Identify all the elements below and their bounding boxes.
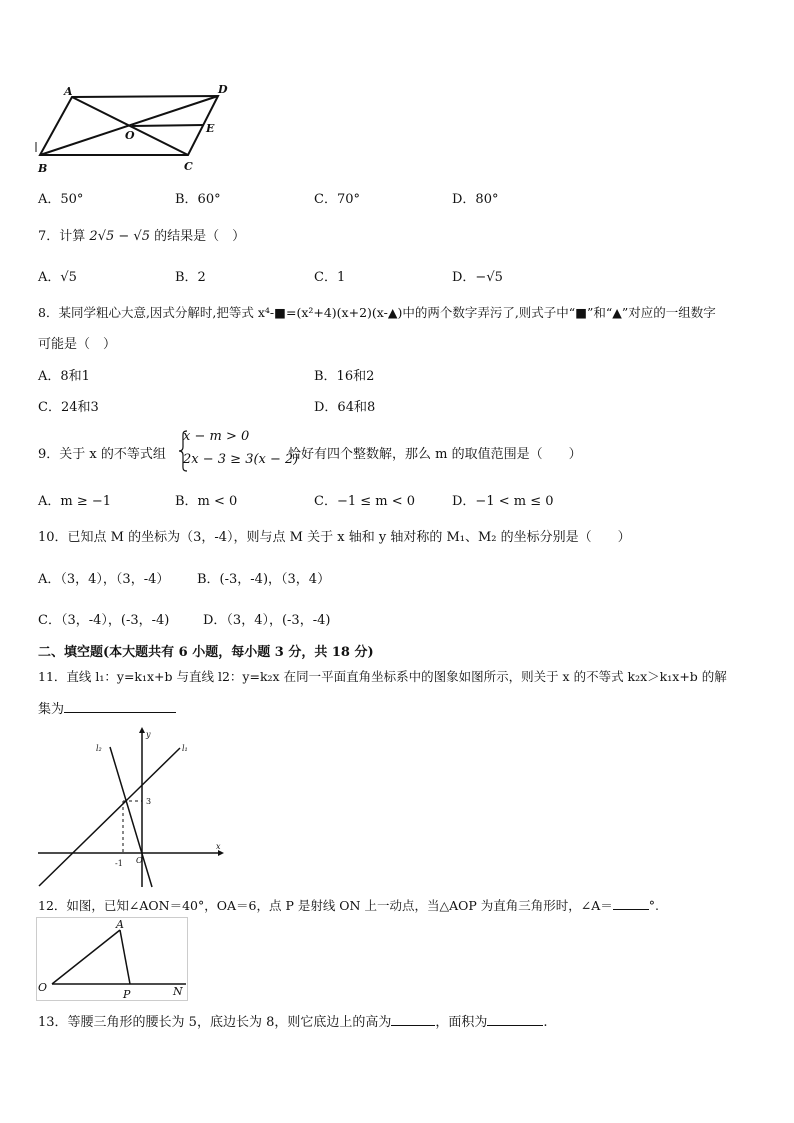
q9-inequality-2: 2x − 3 ≥ 3(x − 2) — [183, 452, 299, 467]
q8-option-a: A．8和1 — [38, 369, 90, 384]
q9-option-c: C．−1 ≤ m < 0 — [314, 494, 416, 509]
q12-answer-blank[interactable] — [613, 897, 649, 910]
label-a: A — [116, 918, 124, 931]
q9-option-a: A．m ≥ −1 — [38, 494, 112, 509]
q6-option-b: B．60° — [175, 192, 221, 207]
q8-stem-line1: 8．某同学粗心大意,因式分解时,把等式 x⁴-■=(x²+4)(x+2)(x-▲)中的两个数字弄污了,则式子中“■”和“▲”对应的一组数字 — [38, 305, 716, 320]
q7-stem — [38, 225, 245, 244]
label-x: x — [216, 842, 221, 851]
line-l1 — [39, 748, 180, 886]
q13-height-blank[interactable] — [391, 1013, 435, 1026]
q7-number: 7．计算 — [38, 229, 86, 244]
q8-option-b: B．16和2 — [314, 369, 375, 384]
label-c: C — [184, 160, 193, 173]
q8-option-d: D．64和8 — [314, 400, 376, 415]
label-p: P — [123, 988, 131, 1001]
tick-label-y: 3 — [146, 797, 152, 806]
q11-answer-blank[interactable] — [64, 700, 176, 713]
segment-ap — [120, 930, 130, 984]
label-a: A — [64, 85, 73, 98]
q9-option-b: B．m < 0 — [175, 494, 238, 509]
label-l1: l₁ — [182, 744, 188, 753]
q9-suffix: 恰好有四个整数解，那么 m 的取值范围是（ ） — [288, 447, 582, 462]
label-b: B — [38, 162, 48, 175]
q9-prefix: 9．关于 x 的不等式组 — [38, 447, 166, 462]
label-origin: O — [136, 856, 143, 865]
q7-option-d: D．−√5 — [452, 270, 503, 285]
q10-option-c: C．（3，-4），(-3，-4) — [38, 613, 170, 628]
q10-option-b: B．(-3，-4)，（3，4） — [197, 572, 331, 587]
label-n: N — [173, 985, 183, 998]
q13-text: 13．等腰三角形的腰长为 5，底边长为 8，则它底边上的高为 — [38, 1015, 392, 1030]
tick-label-x: -1 — [115, 859, 123, 868]
q11-stem-line2-text: 集为 — [38, 702, 65, 717]
q13-area-blank[interactable] — [487, 1013, 543, 1026]
label-l2: l₂ — [96, 744, 102, 753]
q6-option-c: C．70° — [314, 192, 360, 207]
q13-mid: ，面积为 — [435, 1015, 488, 1030]
q11-coordinate-figure — [36, 725, 226, 890]
q7-option-c: C．1 — [314, 270, 346, 285]
q12-stem-suffix: °. — [648, 898, 659, 913]
q6-option-d: D．80° — [452, 192, 499, 207]
q7-option-b: B．2 — [175, 270, 206, 285]
q10-stem: 10．已知点 M 的坐标为（3，-4），则与点 M 关于 x 轴和 y 轴对称的 M₁、M₂ 的坐标分别是（ ） — [38, 530, 631, 545]
q12-stem — [38, 896, 659, 914]
segment-oe — [132, 125, 204, 126]
segment-oa — [52, 930, 120, 984]
label-e: E — [206, 122, 215, 135]
label-o: O — [125, 129, 135, 142]
q10-option-d: D．（3，4），(-3，-4) — [203, 613, 331, 628]
q6-option-a: A．50° — [38, 192, 84, 207]
q11-stem-line1: 11．直线 l₁：y=k₁x+b 与直线 l2：y=k₂x 在同一平面直角坐标系中的图象如图所示，则关于 x 的不等式 k₂x＞k₁x+b 的解 — [38, 669, 727, 684]
label-o: O — [38, 981, 48, 994]
q7-option-a: A．√5 — [38, 270, 77, 285]
y-axis-arrow — [139, 727, 145, 733]
section-2-title: 二、填空题(本大题共有 6 小题，每小题 3 分，共 18 分) — [38, 645, 374, 660]
label-y: y — [146, 730, 151, 739]
q9-option-d: D．−1 < m ≤ 0 — [452, 494, 554, 509]
q12-triangle-figure — [36, 915, 191, 1005]
q8-stem-line2: 可能是（ ） — [38, 337, 117, 352]
q10-option-a: A．（3，4），（3，-4） — [38, 572, 170, 587]
q9-inequality-1: x − m > 0 — [183, 429, 250, 444]
q8-option-c: C．24和3 — [38, 400, 99, 415]
q7-suffix: 的结果是（ ） — [154, 229, 246, 244]
label-d: D — [218, 83, 228, 96]
q7-expression: 2√5 − √5 — [89, 229, 150, 244]
q11-stem-line2 — [38, 698, 176, 717]
q12-stem-text: 12．如图，已知∠AON＝40°，OA＝6，点 P 是射线 ON 上一动点，当△AOP 为直角三角形时，∠A＝ — [38, 898, 613, 913]
q13-stem — [38, 1011, 548, 1030]
q6-parallelogram-figure — [30, 78, 240, 180]
q13-end: . — [543, 1015, 548, 1030]
